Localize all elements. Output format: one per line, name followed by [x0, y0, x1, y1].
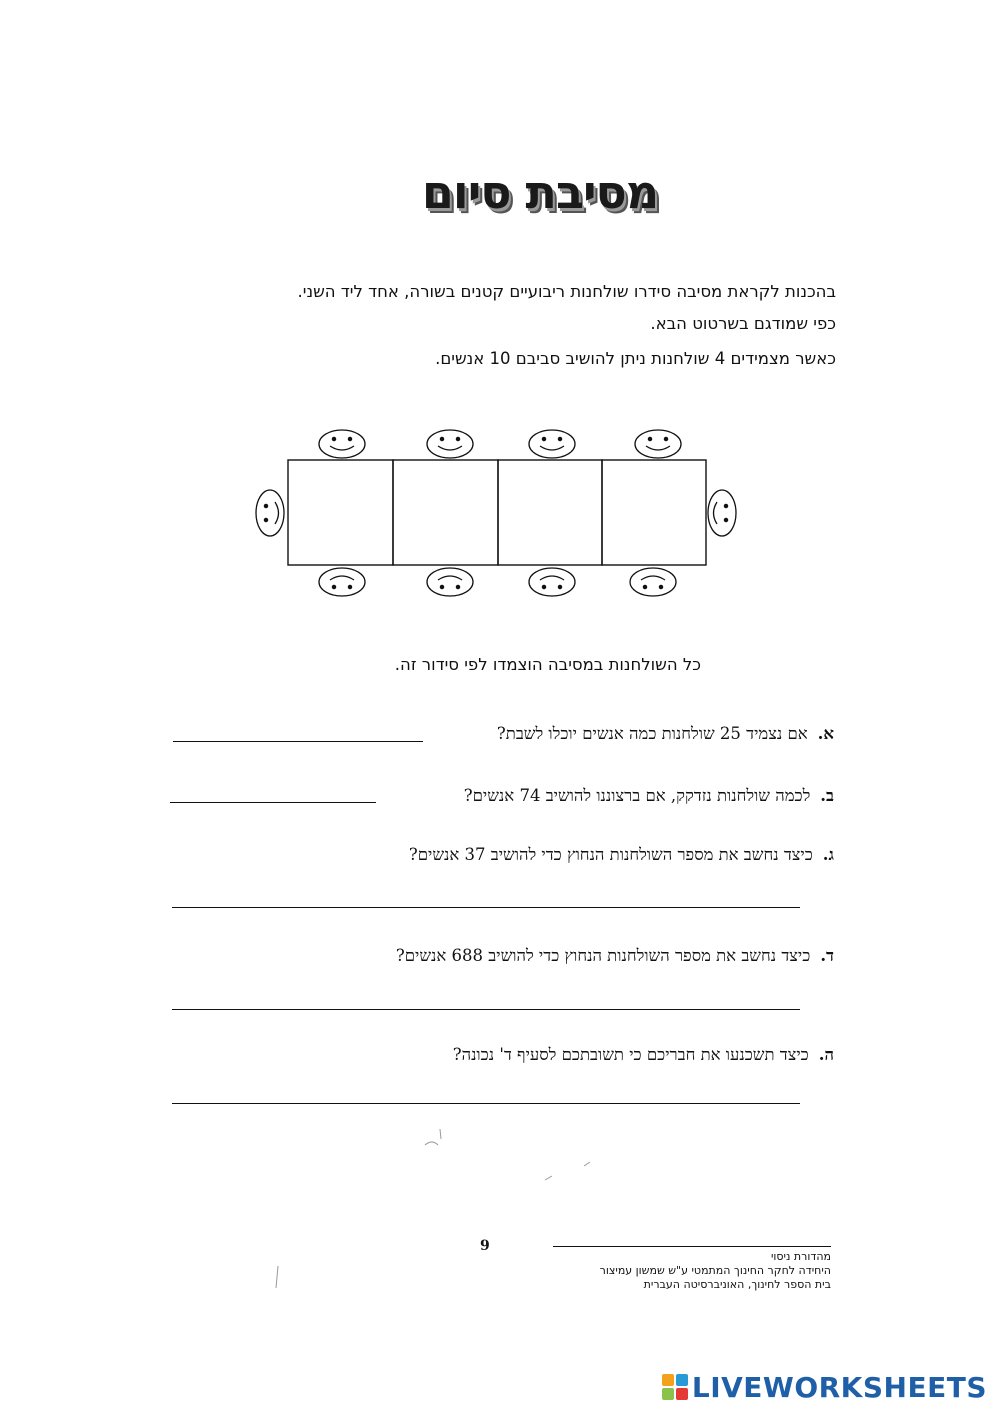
- table-1: [288, 460, 393, 565]
- question-d-letter: ד.: [820, 946, 834, 965]
- question-c-text: כיצד נחשב את מספר השולחנות הנחוץ כדי להושיב 37 אנשים?: [408, 845, 813, 864]
- logo-mark-icon: [662, 1374, 688, 1400]
- scan-mark: [540, 1160, 600, 1190]
- face-bottom-2: [427, 568, 473, 596]
- liveworksheets-logo: [662, 1370, 987, 1404]
- answer-line-d[interactable]: [172, 1009, 800, 1010]
- face-top-4: [635, 430, 681, 458]
- tables-diagram: [250, 420, 750, 605]
- question-a-letter: א.: [817, 724, 834, 743]
- intro-line-2: כפי שמודגם בשרטוט הבא.: [650, 314, 836, 333]
- question-d: [396, 946, 834, 966]
- question-d-text: כיצד נחשב את מספר השולחנות הנחוץ כדי להושיב 688 אנשים?: [395, 946, 811, 965]
- face-bottom-3: [529, 568, 575, 596]
- table-4: [602, 460, 706, 565]
- answer-line-e[interactable]: [172, 1103, 800, 1104]
- question-a: [497, 724, 834, 744]
- face-bottom-1: [319, 568, 365, 596]
- question-e: [453, 1045, 834, 1065]
- answer-line-a[interactable]: [173, 741, 423, 742]
- question-c-letter: ג.: [822, 845, 834, 864]
- face-right: [708, 490, 736, 536]
- footer-line-3: בית הספר לחינוך, האוניברסיטה העברית: [643, 1278, 831, 1291]
- question-b: [464, 786, 834, 806]
- page-title: מסיבת סיום: [421, 165, 659, 219]
- table-3: [498, 460, 602, 565]
- question-b-text: לכמה שולחנות נזדקק, אם ברצוננו להושיב 74 אנשים?: [463, 786, 811, 805]
- question-c: [409, 845, 834, 865]
- intro-line-1: בהכנות לקראת מסיבה סידרו שולחנות ריבועיים קטנים בשורה, אחד ליד השני.: [297, 282, 836, 301]
- footer-line-1: מהדורת ניסוי: [770, 1250, 831, 1263]
- face-left: [256, 490, 284, 536]
- question-e-text: כיצד תשכנעו את חבריכם כי תשובתכם לסעיף ד' נכונה?: [452, 1045, 809, 1064]
- answer-line-c[interactable]: [172, 907, 800, 908]
- diagram-caption: כל השולחנות במסיבה הוצמדו לפי סידור זה.: [394, 655, 701, 674]
- face-top-3: [529, 430, 575, 458]
- question-a-text: אם נצמיד 25 שולחנות כמה אנשים יוכלו לשבת?: [496, 724, 808, 743]
- question-b-letter: ב.: [820, 786, 834, 805]
- footer-line-2: היחידה לחקר החינוך המתמטי ע"ש שמשון עמיצור: [599, 1264, 831, 1277]
- logo-text: LIVEWORKSHEETS: [691, 1370, 987, 1404]
- intro-line-3: כאשר מצמידים 4 שולחנות ניתן להושיב סביבם 10 אנשים.: [435, 349, 836, 368]
- scan-mark: [270, 1262, 290, 1302]
- footer-credits: [600, 1250, 831, 1292]
- face-top-2: [427, 430, 473, 458]
- scan-mark: [420, 1125, 450, 1155]
- face-bottom-4: [630, 568, 676, 596]
- face-top-1: [319, 430, 365, 458]
- question-e-letter: ה.: [818, 1045, 834, 1064]
- page-number: 9: [480, 1238, 490, 1254]
- footer-divider: [553, 1246, 831, 1247]
- table-2: [393, 460, 498, 565]
- answer-line-b[interactable]: [170, 802, 376, 803]
